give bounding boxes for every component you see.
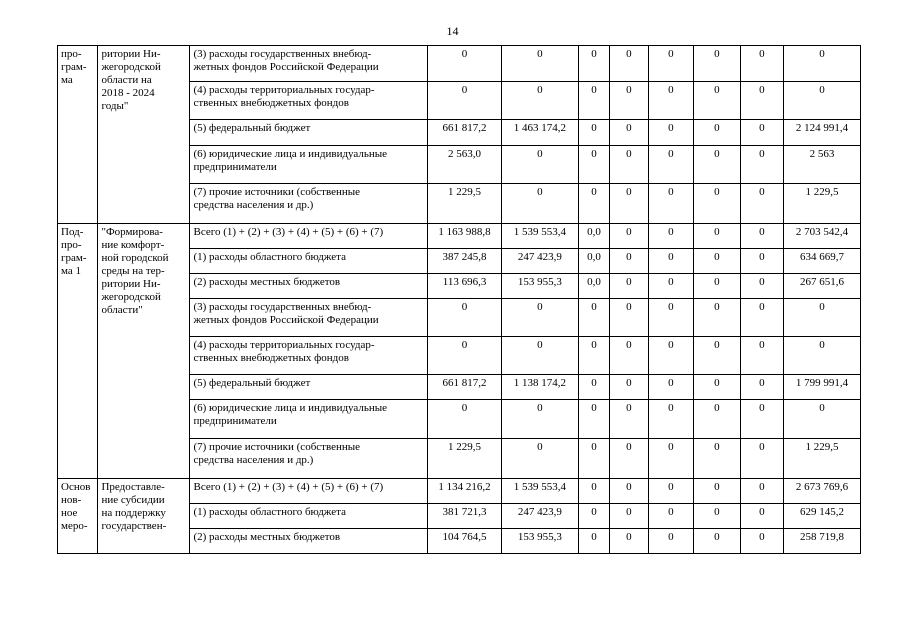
value-cell: 0 [578,479,609,504]
value-cell: 0 [784,46,861,82]
value-cell: 0 [501,184,578,224]
value-cell: 0 [578,46,609,82]
value-cell: 153 955,3 [501,274,578,299]
value-cell: 0 [578,337,609,375]
value-cell: 0 [694,439,741,479]
funding-source: (4) расходы территориальных государ- ственных внебюджетных фондов [190,82,428,120]
funding-source: Всего (1) + (2) + (3) + (4) + (5) + (6) + (7) [190,224,428,249]
value-cell: 0 [694,299,741,337]
value-cell: 2 673 769,6 [784,479,861,504]
value-cell: 0 [740,479,783,504]
value-cell: 634 669,7 [784,249,861,274]
value-cell: 0 [694,46,741,82]
value-cell: 0 [648,479,694,504]
value-cell: 0 [784,82,861,120]
value-cell: 381 721,3 [428,504,502,529]
value-cell: 0 [610,146,648,184]
value-cell: 0 [610,184,648,224]
value-cell: 0 [694,120,741,146]
value-cell: 0 [501,146,578,184]
page-number: 14 [446,24,459,38]
value-cell: 0 [740,146,783,184]
value-cell: 661 817,2 [428,375,502,400]
value-cell: 0 [694,224,741,249]
value-cell: 0 [610,120,648,146]
value-cell: 1 539 553,4 [501,479,578,504]
funding-source: (2) расходы местных бюджетов [190,529,428,554]
value-cell: 1 229,5 [428,184,502,224]
value-cell: 0 [694,249,741,274]
value-cell: 0,0 [578,249,609,274]
value-cell: 0 [648,274,694,299]
value-cell: 0 [740,184,783,224]
funding-source: (7) прочие источники (собственные средства населения и др.) [190,184,428,224]
value-cell: 0,0 [578,224,609,249]
funding-source: (4) расходы территориальных государ- ственных внебюджетных фондов [190,337,428,375]
value-cell: 0 [694,82,741,120]
funding-source: (6) юридические лица и индивидуальные предприниматели [190,146,428,184]
value-cell: 0 [740,299,783,337]
value-cell: 0 [694,504,741,529]
value-cell: 0 [648,249,694,274]
value-cell: 661 817,2 [428,120,502,146]
value-cell: 0 [784,299,861,337]
value-cell: 0 [648,82,694,120]
table-row [58,46,861,82]
value-cell: 0 [501,299,578,337]
value-cell: 104 764,5 [428,529,502,554]
value-cell: 0 [610,529,648,554]
value-cell: 0 [578,504,609,529]
value-cell: 1 163 988,8 [428,224,502,249]
value-cell: 387 245,8 [428,249,502,274]
value-cell: 0 [610,375,648,400]
value-cell: 1 539 553,4 [501,224,578,249]
value-cell: 0 [694,184,741,224]
value-cell: 0 [694,529,741,554]
budget-table [57,45,861,554]
value-cell: 2 124 991,4 [784,120,861,146]
value-cell: 0 [578,299,609,337]
value-cell: 2 703 542,4 [784,224,861,249]
value-cell: 0 [648,120,694,146]
funding-source: (3) расходы государственных внебюд- жетных фондов Российской Федерации [190,46,428,82]
value-cell: 0 [578,529,609,554]
value-cell: 0 [428,400,502,439]
value-cell: 267 651,6 [784,274,861,299]
value-cell: 0 [784,400,861,439]
value-cell: 1 799 991,4 [784,375,861,400]
value-cell: 0 [648,146,694,184]
value-cell: 0 [578,375,609,400]
value-cell: 0 [501,46,578,82]
value-cell: 0 [740,224,783,249]
value-cell: 0 [610,46,648,82]
value-cell: 0 [694,337,741,375]
section-name: "Формирова- ние комфорт- ной городской среды на тер- ритории Ни- жегородской области" [98,224,190,479]
value-cell: 0 [740,249,783,274]
section-name: ритории Ни- жегородской области на 2018 - 2024 годы" [98,46,190,224]
value-cell: 629 145,2 [784,504,861,529]
section-label: Основ нов- ное меро- [58,479,98,554]
funding-source: Всего (1) + (2) + (3) + (4) + (5) + (6) + (7) [190,479,428,504]
value-cell: 0 [501,439,578,479]
value-cell: 0 [428,46,502,82]
value-cell: 0 [648,46,694,82]
value-cell: 0 [784,337,861,375]
value-cell: 0 [610,274,648,299]
value-cell: 0 [610,504,648,529]
value-cell: 0 [610,479,648,504]
value-cell: 1 229,5 [428,439,502,479]
value-cell: 1 229,5 [784,439,861,479]
funding-source: (5) федеральный бюджет [190,120,428,146]
funding-source: (1) расходы областного бюджета [190,504,428,529]
value-cell: 0 [648,504,694,529]
value-cell: 0 [740,529,783,554]
value-cell: 0 [648,184,694,224]
value-cell: 0 [648,529,694,554]
value-cell: 0 [648,299,694,337]
value-cell: 0 [610,439,648,479]
value-cell: 1 134 216,2 [428,479,502,504]
value-cell: 0 [578,82,609,120]
value-cell: 0 [501,82,578,120]
value-cell: 0 [578,120,609,146]
value-cell: 1 463 174,2 [501,120,578,146]
funding-source: (7) прочие источники (собственные средства населения и др.) [190,439,428,479]
value-cell: 258 719,8 [784,529,861,554]
value-cell: 1 229,5 [784,184,861,224]
value-cell: 0 [740,120,783,146]
value-cell: 2 563,0 [428,146,502,184]
value-cell: 0 [428,299,502,337]
value-cell: 0 [694,146,741,184]
value-cell: 0 [610,249,648,274]
value-cell: 0 [428,337,502,375]
table-row [58,224,861,249]
section-label: Под- про- грам- ма 1 [58,224,98,479]
funding-source: (3) расходы государственных внебюд- жетных фондов Российской Федерации [190,299,428,337]
value-cell: 0 [740,504,783,529]
value-cell: 0 [740,274,783,299]
value-cell: 1 138 174,2 [501,375,578,400]
value-cell: 0 [578,146,609,184]
value-cell: 0 [648,400,694,439]
table-row [58,479,861,504]
value-cell: 0 [428,82,502,120]
value-cell: 0 [648,224,694,249]
value-cell: 0 [740,46,783,82]
value-cell: 0 [694,274,741,299]
value-cell: 0 [648,337,694,375]
value-cell: 0 [694,479,741,504]
value-cell: 0 [610,337,648,375]
value-cell: 247 423,9 [501,249,578,274]
value-cell: 0 [648,375,694,400]
value-cell: 0 [578,439,609,479]
value-cell: 0 [501,337,578,375]
value-cell: 0 [740,82,783,120]
value-cell: 2 563 [784,146,861,184]
section-name: Предоставле- ние субсидии на поддержку государствен- [98,479,190,554]
value-cell: 247 423,9 [501,504,578,529]
value-cell: 0 [578,400,609,439]
value-cell: 0 [610,400,648,439]
value-cell: 0 [610,82,648,120]
value-cell: 0 [694,400,741,439]
value-cell: 153 955,3 [501,529,578,554]
value-cell: 113 696,3 [428,274,502,299]
value-cell: 0 [648,439,694,479]
value-cell: 0 [610,299,648,337]
value-cell: 0 [694,375,741,400]
value-cell: 0 [740,439,783,479]
value-cell: 0,0 [578,274,609,299]
value-cell: 0 [740,375,783,400]
value-cell: 0 [578,184,609,224]
value-cell: 0 [610,224,648,249]
funding-source: (6) юридические лица и индивидуальные предприниматели [190,400,428,439]
value-cell: 0 [501,400,578,439]
section-label: про- грам- ма [58,46,98,224]
funding-source: (1) расходы областного бюджета [190,249,428,274]
value-cell: 0 [740,337,783,375]
value-cell: 0 [740,400,783,439]
funding-source: (2) расходы местных бюджетов [190,274,428,299]
funding-source: (5) федеральный бюджет [190,375,428,400]
